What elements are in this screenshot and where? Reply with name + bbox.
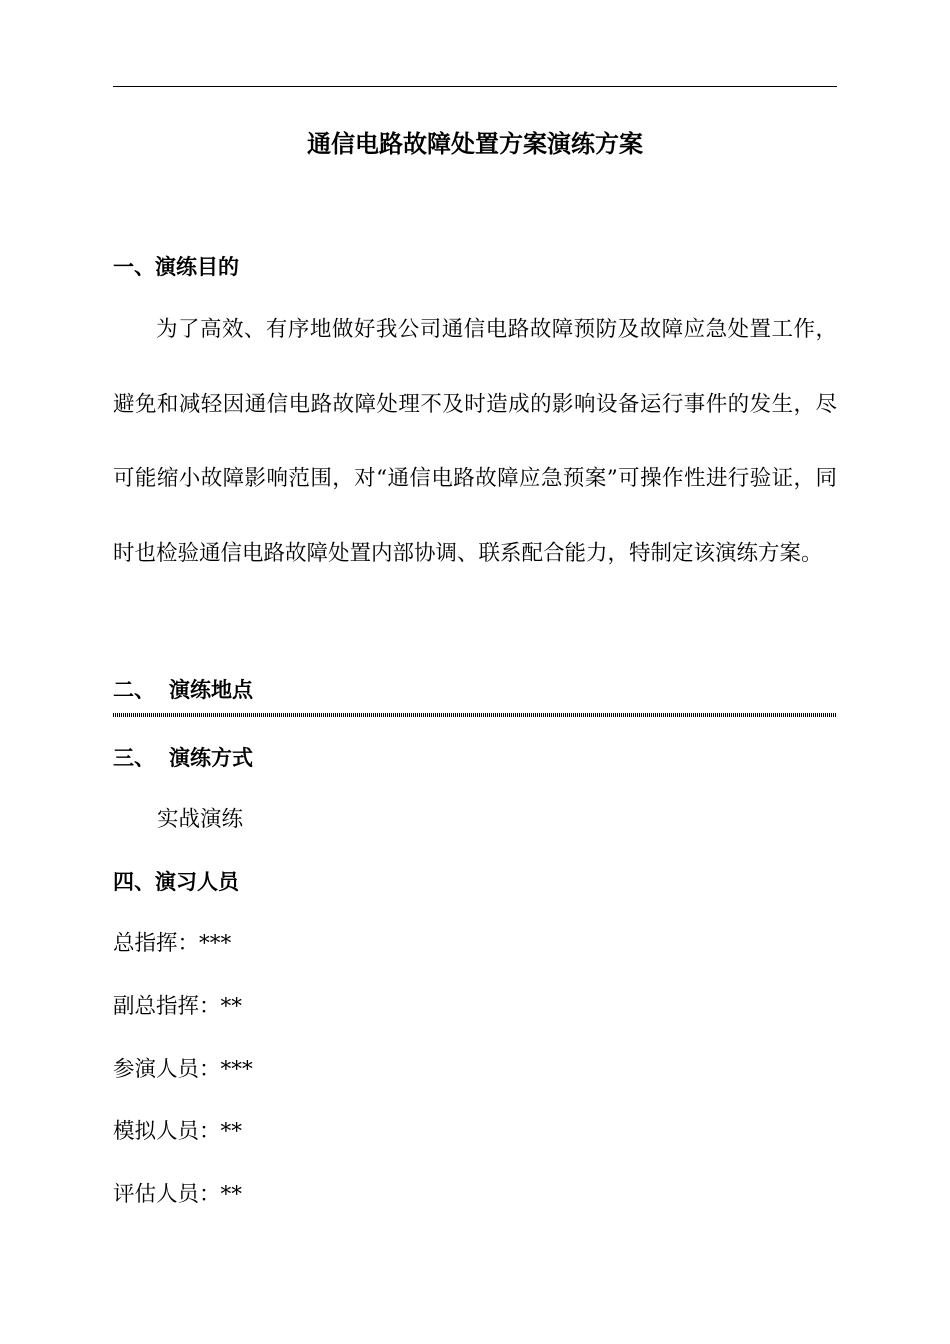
section-number: 三、 — [113, 746, 155, 770]
personnel-simulators: 模拟人员：** — [113, 1119, 243, 1144]
personnel-commander: 总指挥：*** — [113, 931, 232, 956]
personnel-deputy-commander: 副总指挥：** — [113, 994, 243, 1019]
section-number: 四、 — [113, 870, 155, 894]
dotted-separator — [113, 713, 837, 717]
personnel-evaluators: 评估人员：** — [113, 1182, 243, 1207]
section-heading-purpose — [113, 252, 239, 282]
section-number: 一、 — [113, 255, 155, 279]
method-text: 实战演练 — [157, 807, 244, 832]
section-heading-method — [113, 743, 253, 773]
section-number: 二、 — [113, 678, 155, 702]
document-title: 通信电路故障处置方案演练方案 — [307, 130, 643, 158]
section-title: 演练地点 — [169, 678, 253, 702]
section-title: 演练目的 — [155, 255, 239, 279]
purpose-paragraph: 为了高效、有序地做好我公司通信电路故障预防及故障应急处置工作，避免和减轻因通信电路故障处理不及时造成的影响设备运行事件的发生，尽可能缩小故障影响范围，对“通信电路故障应急预案”可操作性进行验证，同时也检验通信电路故障处置内部协调、联系配合能力，特制定该演练方案。 — [113, 317, 837, 566]
header-rule — [113, 86, 837, 87]
section-title: 演习人员 — [155, 870, 239, 894]
section-heading-personnel — [113, 867, 239, 897]
section-title: 演练方式 — [169, 746, 253, 770]
personnel-participants: 参演人员：*** — [113, 1057, 253, 1082]
section-heading-location — [113, 675, 253, 705]
